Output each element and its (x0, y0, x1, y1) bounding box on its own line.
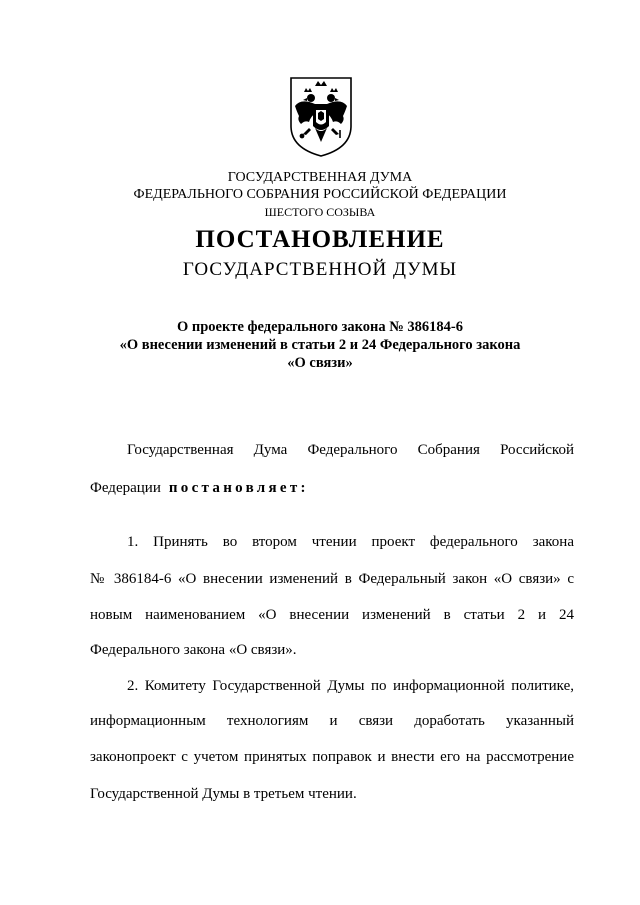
paragraph1-line1: 1. Принять во втором чтении проект федерального закона (127, 534, 574, 550)
intro-line1: Государственная Дума Федерального Собрания Российской (127, 442, 574, 458)
paragraph2-line4: Государственной Думы в третьем чтении. (90, 786, 357, 802)
paragraph1-line4: Федерального закона «О связи». (90, 642, 297, 658)
document-title: ПОСТАНОВЛЕНИЕ (195, 226, 445, 253)
subject-line1: О проекте федерального закона № 386184-6 (176, 319, 464, 335)
subject-line3: «О связи» (287, 355, 353, 371)
intro-verb: постановляет: (168, 480, 309, 496)
intro-federation: Федерации (90, 480, 161, 496)
paragraph2-line1: 2. Комитету Государственной Думы по информационной политике, (127, 678, 574, 694)
paragraph2-line2: информационным технологиям и связи доработать указанный (90, 713, 574, 729)
paragraph1-line2: № 386184-6 «О внесении изменений в Федеральный закон «О связи» с (90, 571, 574, 587)
org-name-line2: ФЕДЕРАЛЬНОГО СОБРАНИЯ РОССИЙСКОЙ ФЕДЕРАЦИИ (133, 187, 507, 202)
org-name-line1: ГОСУДАРСТВЕННАЯ ДУМА (227, 170, 413, 185)
document-subtitle: ГОСУДАРСТВЕННОЙ ДУМЫ (182, 259, 458, 280)
intro-line2 (90, 480, 574, 497)
convocation: ШЕСТОГО СОЗЫВА (264, 205, 376, 219)
paragraph1-line3: новым наименованием «О внесении изменений в статьи 2 и 24 (90, 607, 574, 623)
paragraph2-line3: законопроект с учетом принятых поправок и внести его на рассмотрение (90, 749, 574, 765)
coat-of-arms-emblem (287, 76, 355, 158)
subject-line2: «О внесении изменений в статьи 2 и 24 Федерального закона (119, 337, 521, 353)
